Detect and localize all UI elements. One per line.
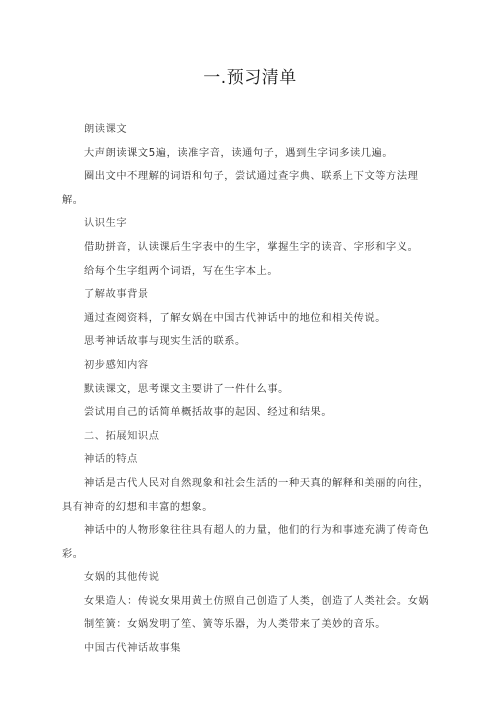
- document-body: [62, 118, 446, 661]
- paragraph-line: 借助拼音，认读课后生字表中的生字，掌握生字的读音、字形和字义。: [84, 241, 419, 253]
- section-heading: 朗读课文: [84, 124, 128, 135]
- paragraph-line: 彩。: [62, 548, 84, 560]
- paragraph-line: 大声朗读课文5遍，读准字音，读通句子，遇到生字词多读几遍。: [84, 147, 394, 159]
- paragraph-line: 具有神奇的幻想和丰富的想象。: [62, 501, 214, 513]
- paragraph-line: 神话中的人物形象往往具有超人的力量，他们的行为和事迹充满了传奇色: [84, 525, 430, 537]
- paragraph-line: 给每个生字组两个词语，写在生字本上。: [84, 265, 279, 277]
- section-heading: 认识生字: [84, 218, 128, 230]
- paragraph-line: 女果造人：传说女果用黄土仿照自己创造了人类，创造了人类社会。女娲: [84, 595, 430, 607]
- section-heading: 神话的特点: [84, 454, 138, 466]
- paragraph-line: 默读课文，思考课文主要讲了一件什么事。: [84, 383, 289, 395]
- paragraph-line: 尝试用自己的话简单概括故事的起因、经过和结果。: [84, 407, 333, 419]
- paragraph-line: 通过查阅资料，了解女娲在中国古代神话中的地位和相关传说。: [84, 312, 387, 324]
- paragraph-line: 圈出文中不理解的词语和句子，尝试通过查字典、联系上下文等方法理: [84, 171, 419, 183]
- paragraph-line: 制笙簧：女娲发明了笙、簧等乐器，为人类带来了美妙的音乐。: [84, 619, 387, 631]
- section-heading: 中国古代神话故事集: [84, 643, 182, 655]
- page-title: 一.预习清单: [203, 68, 297, 88]
- section-heading: 了解故事背景: [84, 289, 149, 301]
- paragraph-line: 神话是古代人民对自然现象和社会生活的一种天真的解释和美丽的向往，: [84, 477, 430, 489]
- paragraph-line: 解。: [62, 194, 84, 206]
- paragraph-line: 思考神话故事与现实生活的联系。: [84, 336, 246, 348]
- section-heading: 二、拓展知识点: [84, 430, 160, 442]
- section-heading: 女娲的其他传说: [84, 572, 160, 584]
- section-heading: 初步感知内容: [84, 359, 149, 371]
